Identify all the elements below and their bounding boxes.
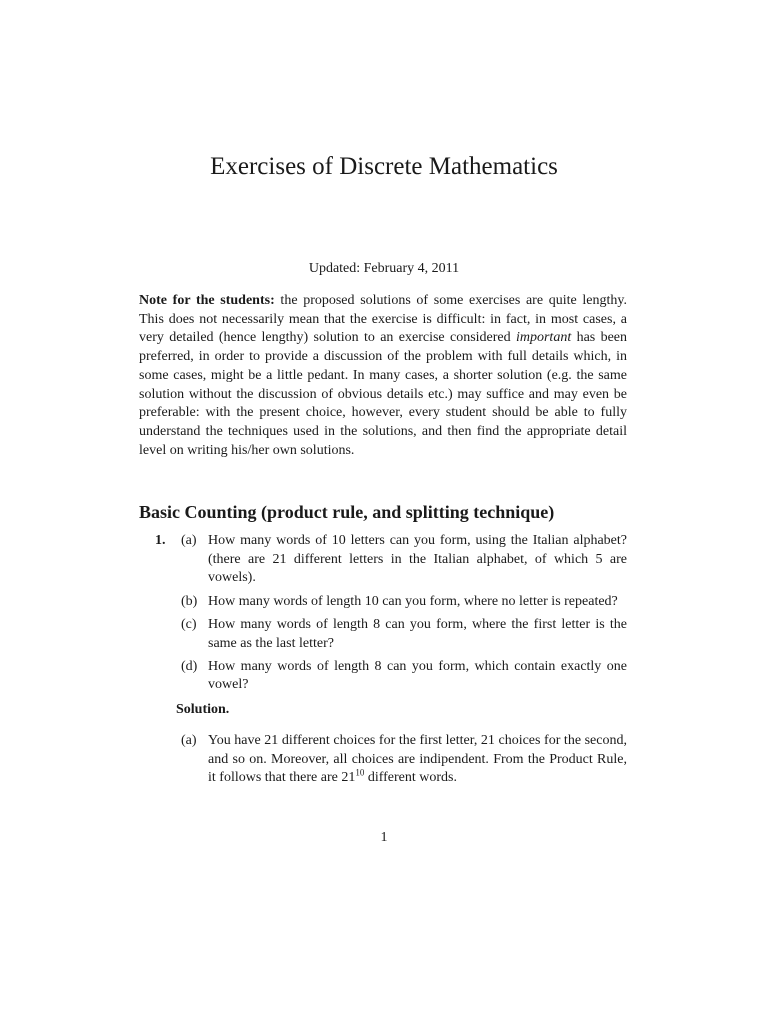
question-text: How many words of length 8 can you form, which contain exactly one vowel? [208, 658, 627, 693]
solution-text-end: different words. [364, 770, 458, 786]
question-label: (a) [181, 533, 197, 548]
question-label: (b) [181, 593, 198, 609]
document-title: Exercises of Discrete Mathematics [210, 153, 558, 180]
question-text: How many words of 10 letters can you form, using the Italian alphabet? (there are 21 different letters in the Italian alphabet, of which 5 are vowels). [208, 533, 627, 586]
section-heading: Basic Counting (product rule, and splitting technique) [139, 502, 555, 522]
note-text-2: has been preferred, in order to provide a discussion of the problem with full details which, in some cases, might be a little pedant. In many cases, a shorter solution (e.g. the same solution without the discussion of obvious details etc.) may suffice and may even be preferable: with the present choice, however, every student should be able to fully understand the techniques used in the solutions, and then find the appropriate detail level on writing his/her own solutions. [139, 330, 627, 458]
exercise-block [139, 532, 627, 792]
question-item [181, 658, 627, 695]
solution-label: (a) [181, 732, 197, 748]
updated-date: Updated: February 4, 2011 [308, 261, 460, 276]
question-item [181, 593, 627, 612]
solution-superscript: 10 [355, 767, 365, 778]
page-number: 1 [380, 830, 388, 845]
solution-heading: Solution. [176, 702, 230, 718]
note-paragraph [139, 292, 627, 460]
question-label: (d) [181, 658, 198, 674]
solution-item [181, 732, 627, 788]
question-label: (c) [181, 616, 197, 632]
note-text-1: the proposed solutions of some exercises are quite lengthy. This does not necessarily mean that the exercise is difficult: in fact, in most cases, a very detailed (hence lengthy) solution to an exercise considered [139, 293, 627, 346]
question-text: How many words of length 8 can you form, where the first letter is the same as the last letter? [208, 616, 627, 651]
solution-list [181, 732, 627, 788]
exercise-number: 1. [155, 533, 166, 548]
note-emphasis: important [515, 330, 572, 346]
question-list [181, 532, 627, 695]
solution-text: You have 21 different choices for the first letter, 21 choices for the second, and so on. Moreover, all choices are indipendent. From the Product Rule, it follows that there are 21 [208, 732, 627, 786]
note-label: Note for the students: [139, 293, 275, 308]
question-item [181, 616, 627, 653]
question-item [181, 532, 627, 588]
question-text: How many words of length 10 can you form, where no letter is repeated? [208, 593, 618, 609]
